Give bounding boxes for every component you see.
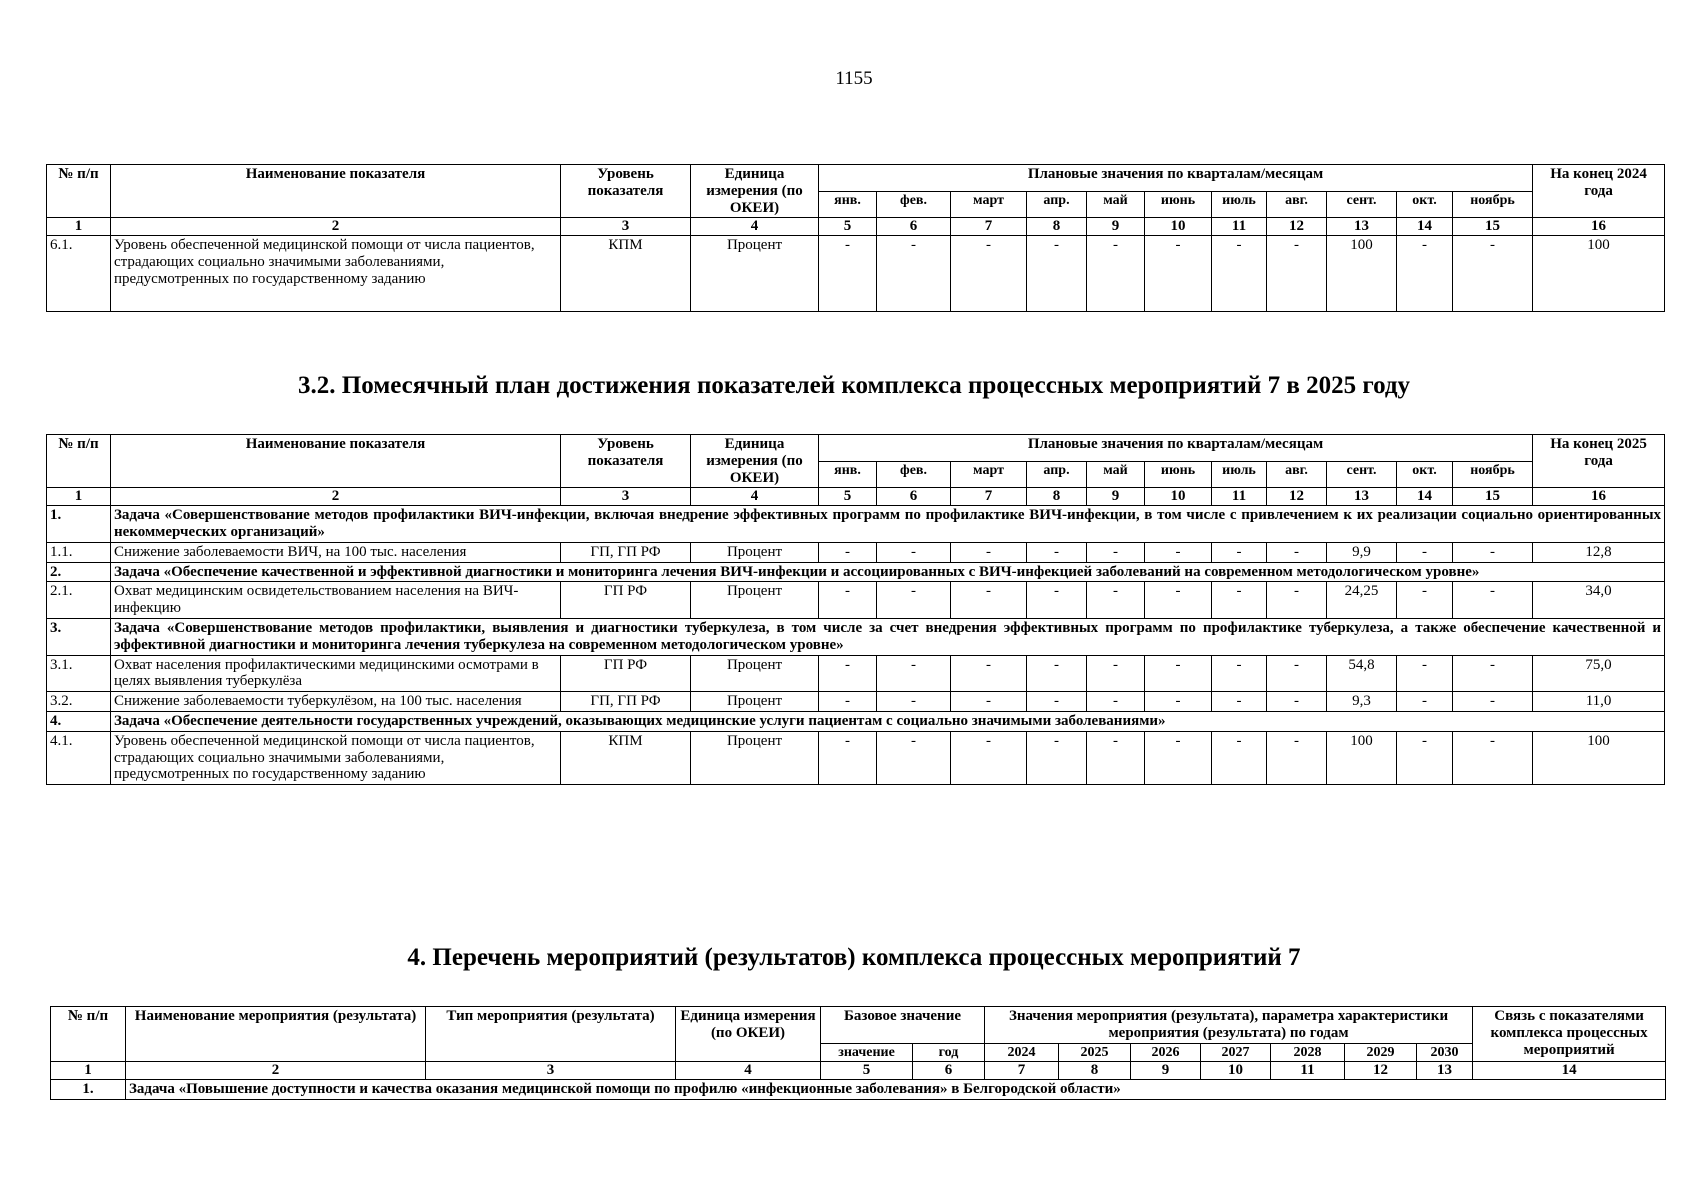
column-number: 7 bbox=[951, 488, 1027, 506]
indicator-name: Уровень обеспеченной медицинской помощи от числа пациентов, страдающих социально значимыми заболеваниями, предусмотренных по государственному заданию bbox=[111, 236, 561, 312]
table-row bbox=[47, 655, 1665, 692]
indicator-level: ГП, ГП РФ bbox=[561, 692, 691, 712]
column-number: 3 bbox=[561, 218, 691, 236]
task-number: 1. bbox=[47, 506, 111, 543]
section-3-2-title: 3.2. Помесячный план достижения показателей комплекса процессных мероприятий 7 в 2025 году bbox=[298, 372, 1410, 399]
month-value: - bbox=[951, 582, 1027, 619]
column-number: 5 bbox=[819, 488, 877, 506]
month-value: - bbox=[1267, 655, 1327, 692]
column-number: 3 bbox=[561, 488, 691, 506]
month-value: - bbox=[1453, 542, 1533, 562]
end-value: 11,0 bbox=[1533, 692, 1665, 712]
month-value: - bbox=[1087, 692, 1145, 712]
column-number: 10 bbox=[1201, 1062, 1271, 1080]
month-value: - bbox=[1453, 582, 1533, 619]
end-value: 100 bbox=[1533, 731, 1665, 784]
col-link-header: Связь с показателями комплекса процессных мероприятий bbox=[1473, 1007, 1666, 1062]
month-value: - bbox=[951, 655, 1027, 692]
indicator-level: ГП РФ bbox=[561, 582, 691, 619]
row-number: 2.1. bbox=[47, 582, 111, 619]
indicator-unit: Процент bbox=[691, 692, 819, 712]
col-plan-header: Плановые значения по кварталам/месяцам bbox=[819, 435, 1533, 462]
month-value: - bbox=[1267, 582, 1327, 619]
col-plan-header: Плановые значения по кварталам/месяцам bbox=[819, 165, 1533, 192]
month-value: - bbox=[1212, 655, 1267, 692]
column-number: 16 bbox=[1533, 218, 1665, 236]
month-header: май bbox=[1087, 462, 1145, 488]
column-number: 7 bbox=[985, 1062, 1059, 1080]
col-type-header: Тип мероприятия (результата) bbox=[426, 1007, 676, 1062]
year-header: 2025 bbox=[1059, 1043, 1131, 1062]
col-unit-header: Единица измерения (по ОКЕИ) bbox=[691, 435, 819, 488]
col-base-year-header: год bbox=[913, 1043, 985, 1062]
month-value: - bbox=[1397, 692, 1453, 712]
table-row bbox=[47, 236, 1665, 312]
year-header: 2024 bbox=[985, 1043, 1059, 1062]
column-number: 8 bbox=[1059, 1062, 1131, 1080]
column-number: 4 bbox=[691, 488, 819, 506]
row-number: 4.1. bbox=[47, 731, 111, 784]
month-value: - bbox=[1087, 655, 1145, 692]
year-header: 2027 bbox=[1201, 1043, 1271, 1062]
month-value: - bbox=[951, 542, 1027, 562]
indicator-name: Снижение заболеваемости ВИЧ, на 100 тыс. населения bbox=[111, 542, 561, 562]
month-value: 9,9 bbox=[1327, 542, 1397, 562]
month-value: - bbox=[1397, 542, 1453, 562]
month-value: 100 bbox=[1327, 236, 1397, 312]
indicator-name: Охват населения профилактическими медицинскими осмотрами в целях выявления туберкулёза bbox=[111, 655, 561, 692]
task-text: Задача «Совершенствование методов профилактики, выявления и диагностики туберкулеза, в том числе за счет внедрения эффективных программ по профилактике туберкулеза, а также обеспечение качественной и эффективной диагностики и мониторинга лечения туберкулеза на современном методологическом уровне» bbox=[111, 618, 1665, 655]
month-value: - bbox=[1397, 582, 1453, 619]
month-value: - bbox=[877, 731, 951, 784]
month-header: март bbox=[951, 192, 1027, 218]
column-number: 5 bbox=[821, 1062, 913, 1080]
month-value: - bbox=[1027, 692, 1087, 712]
month-value: - bbox=[1267, 731, 1327, 784]
month-header: апр. bbox=[1027, 192, 1087, 218]
task-text: Задача «Обеспечение качественной и эффективной диагностики и мониторинга лечения ВИЧ-инфекции и ассоциированных с ВИЧ-инфекцией заболеваний на современном методологическом уровне» bbox=[111, 562, 1665, 582]
month-header: окт. bbox=[1397, 462, 1453, 488]
column-number: 15 bbox=[1453, 488, 1533, 506]
col-values-header: Значения мероприятия (результата), параметра характеристики мероприятия (результата) по годам bbox=[985, 1007, 1473, 1044]
events-table bbox=[50, 1006, 1666, 1100]
month-header: окт. bbox=[1397, 192, 1453, 218]
month-header: июнь bbox=[1145, 462, 1212, 488]
column-number: 15 bbox=[1453, 218, 1533, 236]
task-row bbox=[47, 562, 1665, 582]
col-num-header: № п/п bbox=[51, 1007, 126, 1062]
indicator-name: Снижение заболеваемости туберкулёзом, на 100 тыс. населения bbox=[111, 692, 561, 712]
indicator-name: Охват медицинским освидетельствованием населения на ВИЧ-инфекцию bbox=[111, 582, 561, 619]
month-value: - bbox=[1087, 542, 1145, 562]
month-value: - bbox=[1267, 542, 1327, 562]
month-value: 24,25 bbox=[1327, 582, 1397, 619]
indicator-unit: Процент bbox=[691, 542, 819, 562]
month-value: - bbox=[819, 692, 877, 712]
month-value: - bbox=[1212, 731, 1267, 784]
month-value: - bbox=[819, 542, 877, 562]
month-value: - bbox=[877, 655, 951, 692]
column-numbers-row bbox=[47, 488, 1665, 506]
month-header: июль bbox=[1212, 192, 1267, 218]
month-value: - bbox=[1212, 236, 1267, 312]
col-base-header: Базовое значение bbox=[821, 1007, 985, 1044]
column-number: 9 bbox=[1087, 218, 1145, 236]
month-value: - bbox=[1027, 582, 1087, 619]
month-value: - bbox=[951, 731, 1027, 784]
indicator-unit: Процент bbox=[691, 655, 819, 692]
row-number: 1.1. bbox=[47, 542, 111, 562]
month-value: - bbox=[819, 731, 877, 784]
col-unit-header: Единица измерения (по ОКЕИ) bbox=[676, 1007, 821, 1062]
indicator-unit: Процент bbox=[691, 731, 819, 784]
col-unit-header: Единица измерения (по ОКЕИ) bbox=[691, 165, 819, 218]
month-value: - bbox=[1145, 582, 1212, 619]
month-value: - bbox=[819, 236, 877, 312]
column-number: 14 bbox=[1473, 1062, 1666, 1080]
month-value: - bbox=[1397, 655, 1453, 692]
task-number: 2. bbox=[47, 562, 111, 582]
month-value: - bbox=[1453, 731, 1533, 784]
month-value: - bbox=[1027, 731, 1087, 784]
month-value: - bbox=[1027, 655, 1087, 692]
section-4-title: 4. Перечень мероприятий (результатов) комплекса процессных мероприятий 7 bbox=[407, 944, 1301, 971]
end-value: 100 bbox=[1533, 236, 1665, 312]
col-level-header: Уровень показателя bbox=[561, 165, 691, 218]
month-header: сент. bbox=[1327, 192, 1397, 218]
col-num-header: № п/п bbox=[47, 165, 111, 218]
column-number: 2 bbox=[111, 218, 561, 236]
month-value: - bbox=[877, 582, 951, 619]
column-number: 9 bbox=[1087, 488, 1145, 506]
table-row bbox=[47, 542, 1665, 562]
task-number: 3. bbox=[47, 618, 111, 655]
month-value: - bbox=[1453, 236, 1533, 312]
month-value: - bbox=[951, 692, 1027, 712]
column-number: 13 bbox=[1327, 218, 1397, 236]
column-number: 4 bbox=[691, 218, 819, 236]
col-name-header: Наименование мероприятия (результата) bbox=[126, 1007, 426, 1062]
month-header: май bbox=[1087, 192, 1145, 218]
year-header: 2028 bbox=[1271, 1043, 1345, 1062]
month-value: - bbox=[1087, 582, 1145, 619]
column-number: 11 bbox=[1212, 488, 1267, 506]
month-value: - bbox=[1453, 655, 1533, 692]
month-value: - bbox=[1145, 655, 1212, 692]
col-end-header: На конец 2025 года bbox=[1533, 435, 1665, 488]
month-header: июнь bbox=[1145, 192, 1212, 218]
month-value: - bbox=[1267, 236, 1327, 312]
year-header: 2026 bbox=[1131, 1043, 1201, 1062]
month-value: - bbox=[877, 236, 951, 312]
month-value: - bbox=[1087, 236, 1145, 312]
indicator-unit: Процент bbox=[691, 582, 819, 619]
month-header: ноябрь bbox=[1453, 462, 1533, 488]
column-number: 1 bbox=[47, 218, 111, 236]
column-number: 8 bbox=[1027, 488, 1087, 506]
month-value: - bbox=[1212, 542, 1267, 562]
column-number: 10 bbox=[1145, 488, 1212, 506]
month-value: - bbox=[877, 692, 951, 712]
indicator-name: Уровень обеспеченной медицинской помощи от числа пациентов, страдающих социально значимыми заболеваниями, предусмотренных по государственному заданию bbox=[111, 731, 561, 784]
month-value: 54,8 bbox=[1327, 655, 1397, 692]
month-value: - bbox=[819, 655, 877, 692]
column-number: 7 bbox=[951, 218, 1027, 236]
indicator-level: ГП РФ bbox=[561, 655, 691, 692]
month-value: - bbox=[1212, 692, 1267, 712]
column-number: 6 bbox=[913, 1062, 985, 1080]
column-number: 1 bbox=[47, 488, 111, 506]
task-row bbox=[51, 1080, 1666, 1100]
table-row bbox=[47, 582, 1665, 619]
task-text: Задача «Повышение доступности и качества оказания медицинской помощи по профилю «инфекционные заболевания» в Белгородской области» bbox=[126, 1080, 1666, 1100]
column-number: 2 bbox=[126, 1062, 426, 1080]
table-row bbox=[47, 731, 1665, 784]
column-number: 6 bbox=[877, 218, 951, 236]
year-header: 2029 bbox=[1345, 1043, 1417, 1062]
row-number: 6.1. bbox=[47, 236, 111, 312]
month-value: - bbox=[1145, 692, 1212, 712]
column-number: 14 bbox=[1397, 218, 1453, 236]
month-value: 100 bbox=[1327, 731, 1397, 784]
column-number: 13 bbox=[1417, 1062, 1473, 1080]
page-number: 1155 bbox=[835, 68, 873, 89]
column-number: 11 bbox=[1212, 218, 1267, 236]
month-value: - bbox=[1453, 692, 1533, 712]
month-header: янв. bbox=[819, 462, 877, 488]
task-row bbox=[47, 711, 1665, 731]
indicator-level: ГП, ГП РФ bbox=[561, 542, 691, 562]
col-base-value-header: значение bbox=[821, 1043, 913, 1062]
month-header: сент. bbox=[1327, 462, 1397, 488]
month-header: апр. bbox=[1027, 462, 1087, 488]
task-number: 1. bbox=[51, 1080, 126, 1100]
month-header: фев. bbox=[877, 462, 951, 488]
table-row bbox=[47, 692, 1665, 712]
month-value: - bbox=[1145, 236, 1212, 312]
month-header: ноябрь bbox=[1453, 192, 1533, 218]
row-number: 3.2. bbox=[47, 692, 111, 712]
col-name-header: Наименование показателя bbox=[111, 435, 561, 488]
month-value: - bbox=[1027, 236, 1087, 312]
indicators-2024-table bbox=[46, 164, 1665, 312]
column-number: 13 bbox=[1327, 488, 1397, 506]
column-number: 5 bbox=[819, 218, 877, 236]
indicator-unit: Процент bbox=[691, 236, 819, 312]
month-header: янв. bbox=[819, 192, 877, 218]
column-numbers-row bbox=[51, 1062, 1666, 1080]
month-value: - bbox=[1212, 582, 1267, 619]
month-header: фев. bbox=[877, 192, 951, 218]
indicator-level: КПМ bbox=[561, 236, 691, 312]
task-text: Задача «Совершенствование методов профилактики ВИЧ-инфекции, включая внедрение эффективных программ по профилактике ВИЧ-инфекции, в том числе с привлечением к их реализации социально ориентированных некоммерческих организаций» bbox=[111, 506, 1665, 543]
month-header: авг. bbox=[1267, 462, 1327, 488]
column-number: 6 bbox=[877, 488, 951, 506]
month-header: авг. bbox=[1267, 192, 1327, 218]
month-value: - bbox=[1397, 731, 1453, 784]
year-header: 2030 bbox=[1417, 1043, 1473, 1062]
column-number: 3 bbox=[426, 1062, 676, 1080]
month-value: - bbox=[1087, 731, 1145, 784]
indicator-level: КПМ bbox=[561, 731, 691, 784]
column-number: 12 bbox=[1267, 218, 1327, 236]
month-header: март bbox=[951, 462, 1027, 488]
row-number: 3.1. bbox=[47, 655, 111, 692]
month-value: 9,3 bbox=[1327, 692, 1397, 712]
column-number: 1 bbox=[51, 1062, 126, 1080]
column-number: 10 bbox=[1145, 218, 1212, 236]
month-value: - bbox=[819, 582, 877, 619]
month-value: - bbox=[1267, 692, 1327, 712]
task-row bbox=[47, 506, 1665, 543]
column-number: 11 bbox=[1271, 1062, 1345, 1080]
col-num-header: № п/п bbox=[47, 435, 111, 488]
column-numbers-row bbox=[47, 218, 1665, 236]
task-number: 4. bbox=[47, 711, 111, 731]
end-value: 12,8 bbox=[1533, 542, 1665, 562]
month-value: - bbox=[1145, 542, 1212, 562]
column-number: 8 bbox=[1027, 218, 1087, 236]
column-number: 4 bbox=[676, 1062, 821, 1080]
end-value: 34,0 bbox=[1533, 582, 1665, 619]
month-value: - bbox=[1397, 236, 1453, 312]
col-name-header: Наименование показателя bbox=[111, 165, 561, 218]
month-value: - bbox=[877, 542, 951, 562]
task-row bbox=[47, 618, 1665, 655]
col-level-header: Уровень показателя bbox=[561, 435, 691, 488]
indicators-2025-table bbox=[46, 434, 1665, 785]
column-number: 12 bbox=[1345, 1062, 1417, 1080]
month-value: - bbox=[951, 236, 1027, 312]
column-number: 16 bbox=[1533, 488, 1665, 506]
end-value: 75,0 bbox=[1533, 655, 1665, 692]
column-number: 9 bbox=[1131, 1062, 1201, 1080]
column-number: 14 bbox=[1397, 488, 1453, 506]
task-text: Задача «Обеспечение деятельности государственных учреждений, оказывающих медицинские услуги пациентам с социально значимыми заболеваниями» bbox=[111, 711, 1665, 731]
col-end-header: На конец 2024 года bbox=[1533, 165, 1665, 218]
month-value: - bbox=[1145, 731, 1212, 784]
column-number: 2 bbox=[111, 488, 561, 506]
month-value: - bbox=[1027, 542, 1087, 562]
month-header: июль bbox=[1212, 462, 1267, 488]
column-number: 12 bbox=[1267, 488, 1327, 506]
